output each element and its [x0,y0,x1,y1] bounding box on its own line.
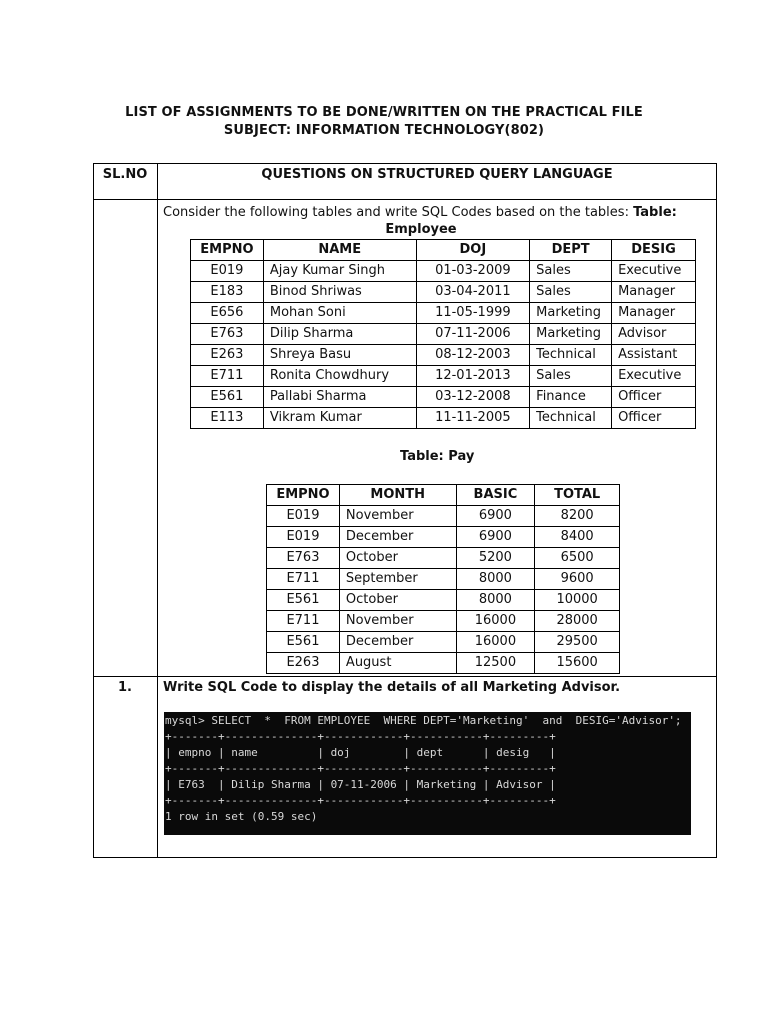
pay-table-cell: October [339,548,456,569]
employee-table-row [191,366,696,387]
pay-table-cell: 16000 [456,611,535,632]
pay-table-row [267,548,620,569]
employee-table-cell: Mohan Soni [263,303,416,324]
employee-table-cell: 08-12-2003 [416,345,530,366]
employee-table-cell: Finance [530,387,612,408]
employee-table-cell: Sales [530,282,612,303]
employee-table-cell: 12-01-2013 [416,366,530,387]
pay-table-cell: E561 [267,590,340,611]
pay-table-cell: E263 [267,653,340,674]
employee-table-caption: Employee [385,222,457,237]
employee-table-cell: Officer [612,387,696,408]
question-row-divider [93,676,717,677]
pay-table-cell: E019 [267,506,340,527]
pay-table-cell: 6900 [456,527,535,548]
console-line: | empno | name | doj | dept | desig | [165,746,556,759]
employee-table-cell: Executive [612,366,696,387]
employee-table-cell: 03-04-2011 [416,282,530,303]
intro-text: Consider the following tables and write SQL Codes based on the tables: [163,205,634,220]
employee-table-cell: Sales [530,366,612,387]
pay-table-cell: December [339,527,456,548]
console-line: +-------+--------------+------------+-----------+---------+ [165,730,556,743]
pay-table-column-header: BASIC [456,485,535,506]
question-number: 1. [118,680,132,695]
pay-table-cell: 12500 [456,653,535,674]
pay-table-row [267,632,620,653]
employee-table-cell: E763 [191,324,264,345]
pay-table-cell: 15600 [535,653,620,674]
pay-table-cell: 8000 [456,590,535,611]
employee-table-cell: Advisor [612,324,696,345]
employee-table-row [191,345,696,366]
employee-table-cell: E183 [191,282,264,303]
pay-table-row [267,569,620,590]
employee-table-cell: E263 [191,345,264,366]
employee-table-column-header: DEPT [530,240,612,261]
pay-table-row [267,611,620,632]
pay-table-cell: 9600 [535,569,620,590]
pay-table-cell: E561 [267,632,340,653]
pay-table-cell: E711 [267,569,340,590]
console-line: +-------+--------------+------------+-----------+---------+ [165,762,556,775]
pay-table-row [267,506,620,527]
pay-table-cell: December [339,632,456,653]
console-line: mysql> SELECT * FROM EMPLOYEE WHERE DEPT='Marketing' and DESIG='Advisor'; [165,714,682,727]
employee-table-row [191,387,696,408]
pay-table-cell: September [339,569,456,590]
employee-table-cell: Manager [612,282,696,303]
employee-table-cell: 03-12-2008 [416,387,530,408]
employee-table-cell: Assistant [612,345,696,366]
pay-table-cell: 8400 [535,527,620,548]
pay-table-cell: 6900 [456,506,535,527]
employee-table-column-header: NAME [263,240,416,261]
pay-table-cell: E763 [267,548,340,569]
pay-table-cell: E019 [267,527,340,548]
employee-table-cell: Shreya Basu [263,345,416,366]
employee-table-cell: E656 [191,303,264,324]
pay-table [266,484,620,674]
pay-table-cell: 16000 [456,632,535,653]
console-line: 1 row in set (0.59 sec) [165,810,318,823]
pay-table-column-header: MONTH [339,485,456,506]
console-line: | E763 | Dilip Sharma | 07-11-2006 | Marketing | Advisor | [165,778,556,791]
employee-table-cell: Binod Shriwas [263,282,416,303]
employee-table-column-header: EMPNO [191,240,264,261]
employee-table-cell: 01-03-2009 [416,261,530,282]
employee-table-cell: Officer [612,408,696,429]
slno-header: SL.NO [102,167,148,182]
employee-table-row [191,303,696,324]
employee-table-cell: E711 [191,366,264,387]
employee-table-cell: 11-05-1999 [416,303,530,324]
employee-table-cell: Marketing [530,324,612,345]
document-subtitle: SUBJECT: INFORMATION TECHNOLOGY(802) [223,123,545,138]
employee-table-cell: 11-11-2005 [416,408,530,429]
employee-table-cell: E019 [191,261,264,282]
header-row-divider [93,199,717,200]
employee-table-cell: Ajay Kumar Singh [263,261,416,282]
employee-table-cell: Technical [530,345,612,366]
pay-table-caption: Table: Pay [400,449,475,464]
pay-table-cell: 8200 [535,506,620,527]
employee-table-cell: Vikram Kumar [263,408,416,429]
employee-table-cell: Manager [612,303,696,324]
employee-table-cell: Ronita Chowdhury [263,366,416,387]
employee-table-row [191,408,696,429]
employee-table-header-row [191,240,696,261]
pay-table-cell: 5200 [456,548,535,569]
intro-table-label: Table: [633,205,677,220]
console-line: +-------+--------------+------------+-----------+---------+ [165,794,556,807]
pay-table-row [267,653,620,674]
employee-table [190,239,696,429]
question-text: Write SQL Code to display the details of all Marketing Advisor. [163,680,621,695]
column-divider [157,163,158,858]
employee-table-cell: Executive [612,261,696,282]
employee-table-cell: Marketing [530,303,612,324]
pay-table-header-row [267,485,620,506]
employee-table-cell: 07-11-2006 [416,324,530,345]
pay-table-cell: November [339,506,456,527]
employee-table-column-header: DESIG [612,240,696,261]
intro-paragraph [163,204,715,238]
pay-table-cell: 8000 [456,569,535,590]
pay-table-column-header: EMPNO [267,485,340,506]
document-title: LIST OF ASSIGNMENTS TO BE DONE/WRITTEN ON THE PRACTICAL FILE [125,105,643,120]
pay-table-cell: 28000 [535,611,620,632]
employee-table-row [191,261,696,282]
pay-table-cell: November [339,611,456,632]
employee-table-cell: Sales [530,261,612,282]
pay-table-cell: E711 [267,611,340,632]
pay-table-column-header: TOTAL [535,485,620,506]
pay-table-cell: October [339,590,456,611]
employee-table-row [191,324,696,345]
questions-header: QUESTIONS ON STRUCTURED QUERY LANGUAGE [261,167,613,182]
employee-table-row [191,282,696,303]
pay-table-cell: 29500 [535,632,620,653]
pay-table-row [267,590,620,611]
pay-table-cell: 10000 [535,590,620,611]
pay-table-cell: 6500 [535,548,620,569]
employee-table-cell: Dilip Sharma [263,324,416,345]
pay-table-row [267,527,620,548]
employee-table-cell: E113 [191,408,264,429]
employee-table-column-header: DOJ [416,240,530,261]
mysql-console-screenshot [164,712,691,835]
employee-table-cell: Technical [530,408,612,429]
pay-table-cell: August [339,653,456,674]
employee-table-cell: E561 [191,387,264,408]
employee-table-cell: Pallabi Sharma [263,387,416,408]
